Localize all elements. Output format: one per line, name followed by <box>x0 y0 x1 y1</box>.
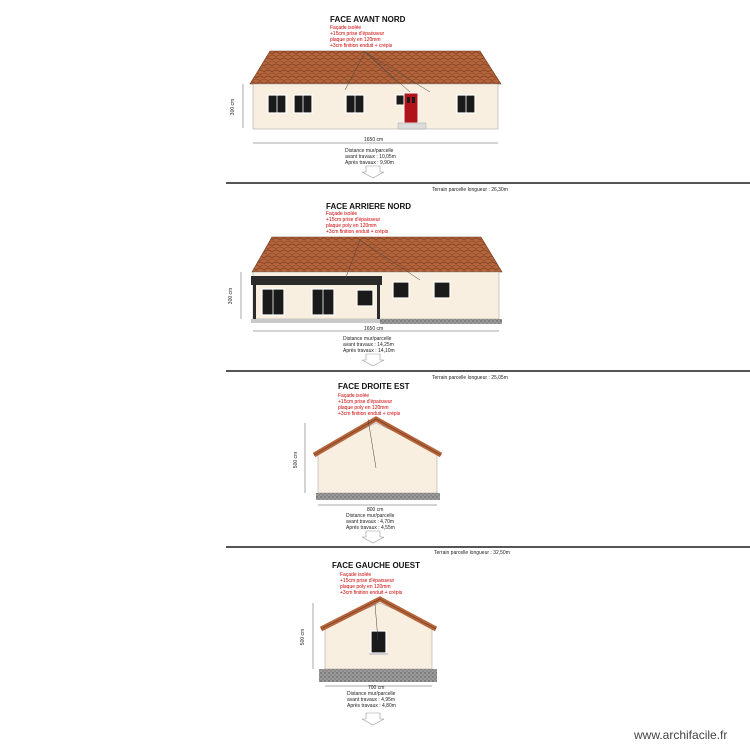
gravel-strip <box>380 319 502 324</box>
terrace <box>251 319 380 323</box>
wall <box>318 423 437 493</box>
width-dimension: 1650 cm <box>364 137 384 143</box>
elevation-title-rear: FACE ARRIERE NORD <box>326 202 412 211</box>
insulation-note-rear <box>326 211 388 235</box>
note-line: +3cm finition enduit + crépis <box>326 229 389 235</box>
elevation-title-front: FACE AVANT NORD <box>330 15 406 24</box>
distance-title: Distance mur/parcelle <box>347 691 396 697</box>
window <box>434 282 450 298</box>
distance-before: avant travaux : 4,95m <box>347 697 396 703</box>
height-dimension: 500 cm <box>300 628 307 646</box>
note-line: +15cm prise d'épaisseur <box>326 217 381 223</box>
distance-after: Après travaux : 14,10m <box>343 348 395 354</box>
note-line: Façade isolée <box>340 572 372 578</box>
width-dimension: 1650 cm <box>364 326 384 332</box>
insulation-note-west <box>340 572 402 596</box>
distance-info-rear <box>343 336 395 354</box>
insulation-note-east <box>338 393 400 417</box>
watermark: www.archifacile.fr <box>634 728 728 742</box>
window-sill <box>369 653 388 655</box>
note-line: +15cm prise d'épaisseur <box>338 399 393 405</box>
distance-info-west <box>347 691 396 709</box>
window <box>357 290 373 306</box>
down-arrow-icon <box>362 531 384 543</box>
roof <box>252 237 502 272</box>
gravel-strip <box>319 669 437 682</box>
distance-before: avant travaux : 14,25m <box>343 342 394 348</box>
note-line: Façade isolée <box>338 393 370 399</box>
down-arrow-icon <box>362 713 384 725</box>
distance-title: Distance mur/parcelle <box>345 148 394 154</box>
width-dimension: 800 cm <box>367 507 384 513</box>
elevation-title-east: FACE DROITE EST <box>338 382 410 391</box>
distance-after: Après travaux : 9,90m <box>345 160 394 166</box>
elevation-title-west: FACE GAUCHE OUEST <box>332 561 421 570</box>
section-divider <box>226 546 750 548</box>
down-arrow-icon <box>362 354 384 366</box>
window <box>371 631 386 653</box>
note-line: +15cm prise d'épaisseur <box>330 31 385 37</box>
pergola-roof <box>251 276 382 285</box>
west-elevation-drawing <box>0 0 750 200</box>
note-line: +3cm finition enduit + crépis <box>330 43 393 49</box>
note-line: plaque poly en 120mm <box>330 37 381 43</box>
pergola-post <box>377 285 380 319</box>
note-line: +15cm prise d'épaisseur <box>340 578 395 584</box>
note-line: +3cm finition enduit + crépis <box>340 590 403 596</box>
distance-before: avant travaux : 4,70m <box>346 519 395 525</box>
distance-after: Après travaux : 4,55m <box>346 525 395 531</box>
terrain-length-front: Terrain parcelle longueur : 26,30m <box>432 187 508 193</box>
note-line: plaque poly en 120mm <box>338 405 389 411</box>
gravel-strip <box>316 493 440 500</box>
terrain-length-rear: Terrain parcelle longueur : 25,05m <box>432 375 508 381</box>
distance-after: Après travaux : 4,80m <box>347 703 396 709</box>
terrain-length-east: Terrain parcelle longueur : 32,50m <box>434 550 510 556</box>
note-line: plaque poly en 120mm <box>326 223 377 229</box>
section-divider <box>226 370 750 372</box>
distance-title: Distance mur/parcelle <box>343 336 392 342</box>
note-line: Façade isolée <box>326 211 358 217</box>
pergola-post <box>253 285 256 319</box>
height-dimension: 300 cm <box>228 287 235 305</box>
width-dimension: 700 cm <box>368 685 385 691</box>
height-dimension: 500 cm <box>293 451 300 469</box>
distance-before: avant travaux : 10,05m <box>345 154 396 160</box>
distance-title: Distance mur/parcelle <box>346 513 395 519</box>
height-dimension: 300 cm <box>230 98 237 116</box>
distance-info-east <box>346 513 395 531</box>
window <box>393 282 409 298</box>
note-line: +3cm finition enduit + crépis <box>338 411 401 417</box>
note-line: Façade isolée <box>330 25 362 31</box>
note-line: plaque poly en 120mm <box>340 584 391 590</box>
